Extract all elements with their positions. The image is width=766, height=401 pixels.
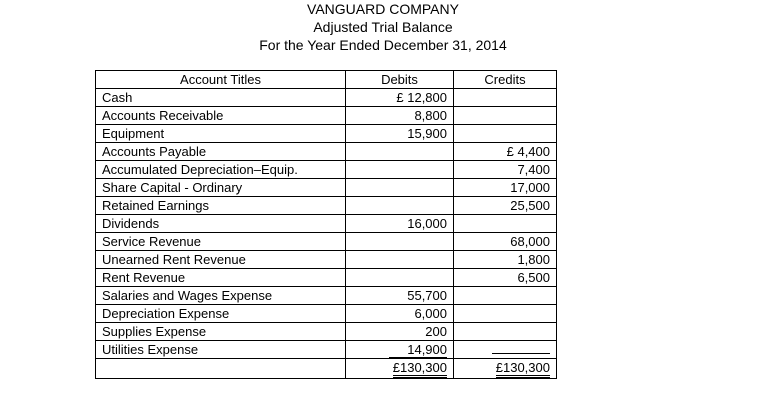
account-title: Equipment <box>96 125 346 143</box>
credit-amount: 25,500 <box>454 197 557 215</box>
table-row <box>96 323 557 341</box>
table-row <box>96 305 557 323</box>
debit-amount: 200 <box>346 323 454 341</box>
table-row <box>96 161 557 179</box>
account-title: Accounts Payable <box>96 143 346 161</box>
trial-balance-table <box>95 70 557 379</box>
debit-amount <box>346 233 454 251</box>
debit-amount <box>346 341 454 359</box>
credit-amount <box>454 215 557 233</box>
debit-amount: 15,900 <box>346 125 454 143</box>
table-row <box>96 341 557 359</box>
account-title: Depreciation Expense <box>96 305 346 323</box>
totals-label <box>96 359 346 379</box>
account-title: Share Capital - Ordinary <box>96 179 346 197</box>
credit-amount <box>454 107 557 125</box>
table-row <box>96 143 557 161</box>
statement-header <box>0 0 766 54</box>
credit-amount <box>454 125 557 143</box>
table-row <box>96 287 557 305</box>
account-title: Retained Earnings <box>96 197 346 215</box>
debit-amount <box>346 179 454 197</box>
credit-total-cell <box>454 359 557 379</box>
debit-subtotal-rule: 14,900 <box>389 343 447 358</box>
debit-total-cell <box>346 359 454 379</box>
account-title: Accounts Receivable <box>96 107 346 125</box>
debit-amount: £ 12,800 <box>346 89 454 107</box>
credit-amount <box>454 89 557 107</box>
account-title: Unearned Rent Revenue <box>96 251 346 269</box>
credit-amount <box>454 323 557 341</box>
debit-amount <box>346 251 454 269</box>
account-title: Dividends <box>96 215 346 233</box>
account-title: Accumulated Depreciation–Equip. <box>96 161 346 179</box>
credit-amount: 68,000 <box>454 233 557 251</box>
credit-amount <box>454 287 557 305</box>
debit-amount: 16,000 <box>346 215 454 233</box>
table-row <box>96 125 557 143</box>
credit-amount: £ 4,400 <box>454 143 557 161</box>
table-row <box>96 107 557 125</box>
debit-amount: 55,700 <box>346 287 454 305</box>
debits-header: Debits <box>346 71 454 89</box>
statement-period: For the Year Ended December 31, 2014 <box>259 37 507 53</box>
statement-title: Adjusted Trial Balance <box>313 19 453 35</box>
account-title: Cash <box>96 89 346 107</box>
table-row <box>96 89 557 107</box>
account-title: Service Revenue <box>96 233 346 251</box>
table-row <box>96 197 557 215</box>
credit-amount <box>454 305 557 323</box>
table-header-row <box>96 71 557 89</box>
table-row <box>96 215 557 233</box>
credit-total: £130,300 <box>496 361 550 378</box>
debit-amount: 6,000 <box>346 305 454 323</box>
company-name: VANGUARD COMPANY <box>307 1 459 17</box>
credit-amount <box>454 341 557 359</box>
debit-amount <box>346 269 454 287</box>
table-row <box>96 269 557 287</box>
account-titles-header: Account Titles <box>96 71 346 89</box>
account-title: Rent Revenue <box>96 269 346 287</box>
credit-amount: 1,800 <box>454 251 557 269</box>
credits-header: Credits <box>454 71 557 89</box>
table-row <box>96 233 557 251</box>
credit-amount: 6,500 <box>454 269 557 287</box>
debit-amount: 8,800 <box>346 107 454 125</box>
credit-subtotal-rule <box>492 353 550 354</box>
account-title: Supplies Expense <box>96 323 346 341</box>
debit-total: £130,300 <box>393 361 447 378</box>
totals-row <box>96 359 557 379</box>
debit-amount <box>346 197 454 215</box>
credit-amount: 7,400 <box>454 161 557 179</box>
debit-amount <box>346 161 454 179</box>
account-title: Salaries and Wages Expense <box>96 287 346 305</box>
debit-amount <box>346 143 454 161</box>
table-row <box>96 251 557 269</box>
account-title: Utilities Expense <box>96 341 346 359</box>
credit-amount: 17,000 <box>454 179 557 197</box>
table-row <box>96 179 557 197</box>
